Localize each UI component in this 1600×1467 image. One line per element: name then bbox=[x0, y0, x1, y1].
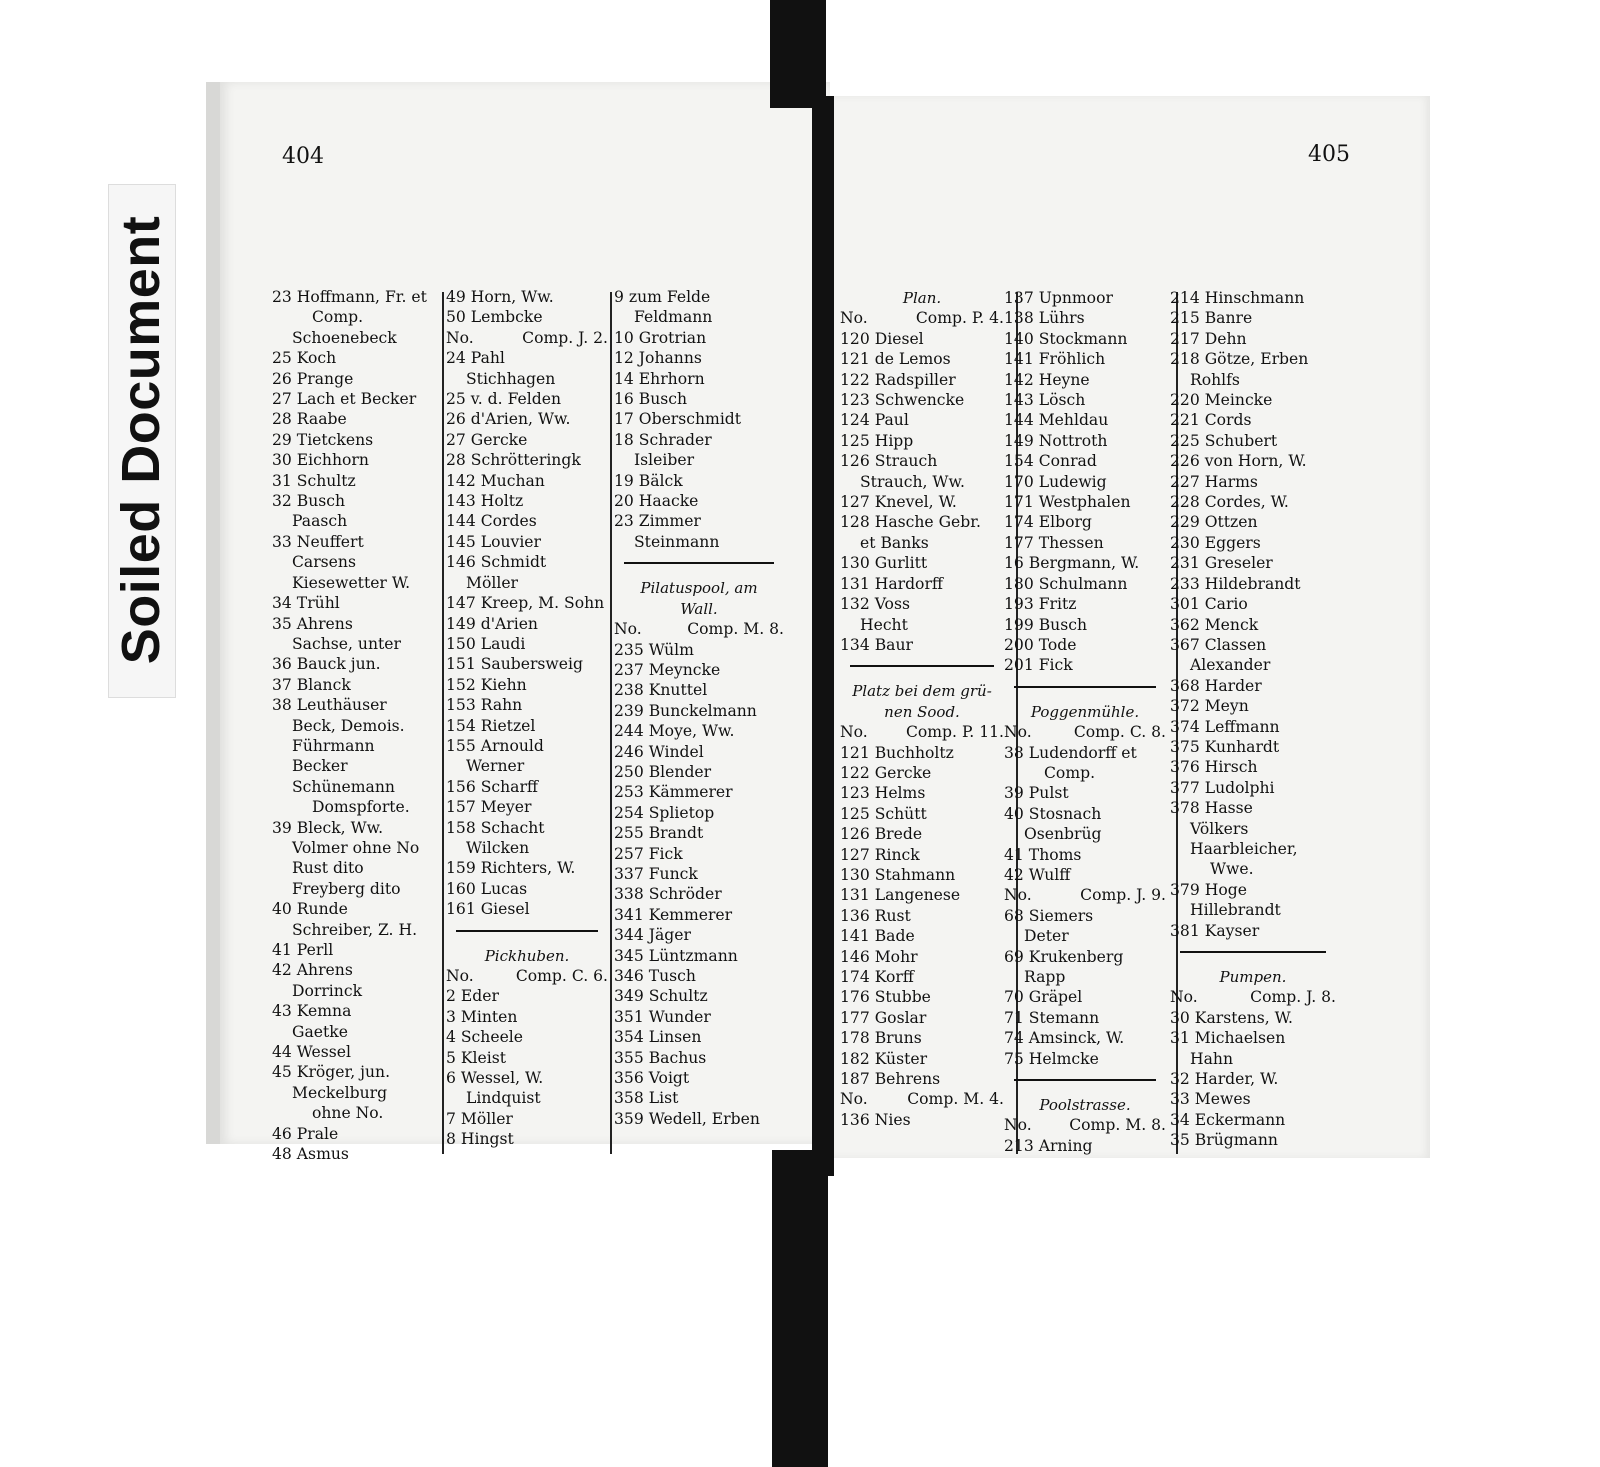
directory-entry: 23 Hoffmann, Fr. et bbox=[272, 288, 427, 306]
directory-entry: 141 Fröhlich bbox=[1004, 350, 1106, 369]
directory-entry: Hillebrandt bbox=[1190, 901, 1281, 920]
directory-entry: 39 Pulst bbox=[1004, 784, 1069, 803]
directory-entry: 368 Harder bbox=[1170, 676, 1262, 695]
directory-entry: 74 Amsinck, W. bbox=[1004, 1029, 1125, 1048]
section-heading: Plan. bbox=[902, 289, 942, 307]
directory-entry: Rust dito bbox=[292, 859, 364, 878]
directory-entry: 337 Funck bbox=[614, 864, 698, 883]
directory-entry: 229 Ottzen bbox=[1170, 513, 1258, 532]
directory-entry: 359 Wedell, Erben bbox=[614, 1109, 760, 1128]
directory-entry: 351 Wunder bbox=[614, 1007, 711, 1026]
directory-entry: 123 Schwencke bbox=[840, 391, 965, 410]
directory-entry: 238 Knuttel bbox=[614, 681, 708, 700]
directory-entry: 48 Asmus bbox=[272, 1145, 349, 1164]
directory-entry: 23 Zimmer bbox=[614, 512, 701, 531]
directory-entry: 34 Eckermann bbox=[1170, 1110, 1286, 1129]
company-header bbox=[1170, 987, 1336, 1007]
number-label: No. bbox=[446, 328, 474, 347]
directory-entry: 2 Eder bbox=[446, 987, 499, 1006]
directory-entry: 33 Neuffert bbox=[272, 532, 364, 551]
directory-entry: 38 Ludendorff et bbox=[1004, 743, 1137, 762]
directory-entry: 35 Ahrens bbox=[272, 614, 353, 633]
directory-entry: Dorrinck bbox=[292, 981, 363, 1000]
directory-entry: 151 Saubersweig bbox=[446, 655, 583, 674]
directory-entry: Rapp bbox=[1024, 968, 1066, 986]
number-label: No. bbox=[840, 1090, 868, 1109]
directory-entry: 131 Langenese bbox=[840, 886, 961, 905]
section-rule bbox=[1180, 951, 1326, 953]
directory-entry: 14 Ehrhorn bbox=[614, 369, 705, 388]
directory-entry: 338 Schröder bbox=[614, 885, 722, 904]
directory-entry: 27 Gercke bbox=[446, 430, 528, 449]
number-label: No. bbox=[614, 620, 642, 639]
number-label: No. bbox=[840, 309, 868, 328]
directory-entry: Sachse, unter bbox=[292, 634, 401, 653]
column-divider bbox=[442, 292, 444, 1154]
directory-entry: 3 Minten bbox=[446, 1007, 518, 1026]
directory-entry: 146 Mohr bbox=[840, 947, 918, 966]
directory-entry: Isleiber bbox=[634, 451, 695, 470]
directory-entry: 142 Muchan bbox=[446, 471, 545, 490]
directory-entry: 346 Tusch bbox=[614, 967, 696, 985]
directory-entry: 158 Schacht bbox=[446, 818, 545, 837]
directory-entry: 35 Brügmann bbox=[1170, 1131, 1278, 1150]
directory-entry: Steinmann bbox=[634, 532, 720, 551]
directory-entry: 127 Knevel, W. bbox=[840, 493, 957, 512]
directory-entry: 26 d'Arien, Ww. bbox=[446, 410, 571, 429]
company-label: Comp. J. 8. bbox=[1250, 988, 1336, 1007]
number-label: No. bbox=[1004, 886, 1032, 905]
left-column-3 bbox=[614, 287, 784, 1129]
directory-entry: 217 Dehn bbox=[1170, 329, 1247, 348]
directory-entry: 8 Hingst bbox=[446, 1130, 514, 1149]
directory-entry: 37 Blanck bbox=[272, 675, 351, 694]
directory-entry: 155 Arnould bbox=[446, 736, 544, 755]
directory-entry: 44 Wessel bbox=[272, 1043, 352, 1062]
number-label: No. bbox=[840, 723, 868, 742]
directory-entry: 121 de Lemos bbox=[840, 350, 951, 369]
company-label: Comp. M. 8. bbox=[687, 620, 784, 639]
directory-entry: 374 Leffmann bbox=[1170, 717, 1280, 736]
directory-entry: 34 Trühl bbox=[272, 594, 340, 613]
directory-entry: 130 Gurlitt bbox=[840, 554, 928, 573]
directory-entry: 250 Blender bbox=[614, 762, 712, 781]
directory-entry: 140 Stockmann bbox=[1004, 329, 1128, 348]
directory-entry: 170 Ludewig bbox=[1004, 472, 1107, 491]
directory-entry: 178 Bruns bbox=[840, 1029, 922, 1048]
directory-entry: 39 Bleck, Ww. bbox=[272, 818, 384, 837]
directory-entry: 25 v. d. Felden bbox=[446, 390, 562, 409]
directory-entry: 132 Voss bbox=[840, 595, 910, 614]
directory-entry: Meckelburg bbox=[292, 1083, 388, 1102]
directory-entry: 246 Windel bbox=[614, 742, 704, 761]
directory-entry: 171 Westphalen bbox=[1004, 493, 1131, 512]
section-heading: Pilatuspool, am bbox=[640, 579, 758, 598]
company-label: Comp. P. 4. bbox=[915, 309, 1004, 328]
section-rule bbox=[850, 665, 994, 667]
directory-entry: 125 Schütt bbox=[840, 804, 927, 823]
company-label: Comp. J. 2. bbox=[522, 328, 608, 347]
directory-entry: 379 Hoge bbox=[1170, 880, 1247, 899]
section-heading: Wall. bbox=[680, 599, 718, 618]
directory-entry: 26 Prange bbox=[272, 369, 354, 388]
right-page bbox=[834, 96, 1430, 1158]
page-number-left: 404 bbox=[282, 144, 324, 169]
section-heading: Poggenmühle. bbox=[1030, 702, 1140, 721]
directory-entry: 378 Hasse bbox=[1170, 799, 1253, 818]
directory-entry: 40 Runde bbox=[272, 900, 348, 919]
company-header bbox=[1004, 885, 1166, 905]
directory-entry: 367 Classen bbox=[1170, 635, 1267, 654]
directory-entry: Freyberg dito bbox=[292, 879, 401, 898]
directory-entry: 349 Schultz bbox=[614, 987, 708, 1006]
directory-entry: 174 Korff bbox=[840, 968, 914, 986]
directory-entry: 159 Richters, W. bbox=[446, 859, 576, 878]
directory-entry: 228 Cordes, W. bbox=[1170, 493, 1289, 512]
directory-entry: 20 Haacke bbox=[614, 492, 699, 511]
directory-entry: 257 Fick bbox=[614, 844, 683, 863]
directory-entry: 154 Rietzel bbox=[446, 716, 536, 735]
directory-entry: 126 Brede bbox=[840, 825, 923, 844]
section-heading: nen Sood. bbox=[884, 702, 960, 721]
directory-entry: 134 Baur bbox=[840, 635, 913, 654]
directory-entry: 5 Kleist bbox=[446, 1048, 506, 1067]
directory-entry: Alexander bbox=[1190, 656, 1271, 675]
directory-entry: 150 Laudi bbox=[446, 634, 526, 653]
directory-entry: 38 Leuthäuser bbox=[272, 696, 387, 715]
directory-entry: 145 Louvier bbox=[446, 532, 541, 551]
directory-entry: Möller bbox=[466, 573, 519, 592]
section-heading: Pickhuben. bbox=[484, 946, 570, 965]
directory-entry: Osenbrüg bbox=[1024, 825, 1102, 844]
directory-entry: 176 Stubbe bbox=[840, 988, 931, 1007]
directory-entry: Carsens bbox=[292, 553, 356, 572]
column-divider bbox=[610, 292, 612, 1154]
directory-entry: 29 Tietckens bbox=[272, 430, 374, 449]
directory-entry: 16 Bergmann, W. bbox=[1004, 554, 1140, 573]
directory-entry: 254 Splietop bbox=[614, 803, 715, 822]
directory-entry: 131 Hardorff bbox=[840, 574, 943, 593]
directory-entry: 70 Gräpel bbox=[1004, 988, 1083, 1007]
stamp-label: Soiled Document bbox=[111, 215, 171, 665]
section-heading: Poolstrasse. bbox=[1039, 1096, 1131, 1115]
directory-entry: 221 Cords bbox=[1170, 411, 1252, 430]
directory-entry: 149 Nottroth bbox=[1004, 431, 1108, 450]
directory-entry: Strauch, Ww. bbox=[860, 472, 965, 491]
directory-entry: 180 Schulmann bbox=[1004, 574, 1128, 593]
directory-entry: 161 Giesel bbox=[446, 900, 530, 919]
directory-entry: 43 Kemna bbox=[272, 1002, 352, 1021]
directory-entry: 157 Meyer bbox=[446, 798, 532, 817]
directory-entry: 122 Gercke bbox=[840, 763, 932, 782]
directory-entry: 174 Elborg bbox=[1004, 513, 1092, 532]
number-label: No. bbox=[1004, 1116, 1032, 1135]
directory-entry: Schünemann bbox=[292, 777, 395, 796]
directory-entry: 18 Schrader bbox=[614, 430, 712, 449]
directory-entry: 301 Cario bbox=[1170, 595, 1248, 614]
directory-entry: 136 Nies bbox=[840, 1110, 911, 1129]
directory-entry: 9 zum Felde bbox=[614, 288, 711, 306]
company-label: Comp. J. 9. bbox=[1080, 886, 1166, 905]
number-label: No. bbox=[1004, 723, 1032, 742]
directory-entry: 253 Kämmerer bbox=[614, 783, 733, 802]
directory-entry: 6 Wessel, W. bbox=[446, 1069, 544, 1088]
company-label: Comp. C. 6. bbox=[515, 967, 608, 985]
directory-entry: 127 Rinck bbox=[840, 845, 920, 864]
directory-entry: 32 Busch bbox=[272, 492, 346, 511]
binding-strip-top bbox=[770, 0, 826, 108]
section-rule bbox=[1014, 686, 1156, 688]
directory-entry: 41 Perll bbox=[272, 941, 334, 959]
directory-entry: 4 Scheele bbox=[446, 1028, 524, 1047]
directory-entry: 49 Horn, Ww. bbox=[446, 288, 554, 306]
directory-entry: 40 Stosnach bbox=[1004, 804, 1102, 823]
left-column-1 bbox=[272, 287, 442, 1164]
directory-entry: 12 Johanns bbox=[614, 349, 702, 368]
directory-entry: 213 Arning bbox=[1004, 1136, 1093, 1155]
directory-entry: 126 Strauch bbox=[840, 452, 938, 471]
directory-entry: 30 Karstens, W. bbox=[1170, 1008, 1293, 1027]
directory-entry: 381 Kayser bbox=[1170, 921, 1260, 940]
directory-entry: Rohlfs bbox=[1190, 370, 1240, 389]
directory-entry: 354 Linsen bbox=[614, 1028, 702, 1047]
directory-entry: 137 Upnmoor bbox=[1004, 289, 1113, 307]
directory-entry: 362 Menck bbox=[1170, 615, 1259, 634]
number-label: No. bbox=[446, 967, 474, 985]
directory-entry: 28 Raabe bbox=[272, 410, 347, 429]
directory-entry: 156 Scharff bbox=[446, 777, 539, 796]
directory-entry: Deter bbox=[1024, 927, 1069, 946]
directory-entry: 143 Lösch bbox=[1004, 391, 1086, 410]
directory-entry: 341 Kemmerer bbox=[614, 905, 733, 924]
company-label: Comp. M. 4. bbox=[907, 1090, 1004, 1109]
directory-entry: 187 Behrens bbox=[840, 1070, 941, 1089]
directory-entry: 138 Lührs bbox=[1004, 309, 1085, 328]
directory-entry: 358 List bbox=[614, 1089, 679, 1108]
directory-entry: 226 von Horn, W. bbox=[1170, 452, 1307, 471]
directory-entry: 220 Meincke bbox=[1170, 391, 1273, 410]
section-heading: Platz bei dem grü- bbox=[852, 682, 992, 701]
directory-entry: 143 Holtz bbox=[446, 492, 524, 511]
directory-entry: 122 Radspiller bbox=[840, 370, 956, 389]
directory-entry: 31 Michaelsen bbox=[1170, 1029, 1286, 1048]
directory-entry: Lindquist bbox=[466, 1089, 541, 1108]
directory-entry: Haarbleicher, bbox=[1190, 839, 1298, 858]
directory-entry: 153 Rahn bbox=[446, 696, 523, 715]
directory-entry: 218 Götze, Erben bbox=[1170, 350, 1309, 369]
directory-entry: Schoenebeck bbox=[292, 328, 397, 347]
directory-entry: 345 Lüntzmann bbox=[614, 946, 738, 965]
directory-entry: Domspforte. bbox=[312, 798, 410, 817]
directory-entry: Völkers bbox=[1190, 819, 1249, 838]
directory-entry: 123 Helms bbox=[840, 784, 926, 803]
directory-entry: 200 Tode bbox=[1004, 635, 1077, 654]
book-spine bbox=[812, 96, 834, 1176]
directory-entry: Hahn bbox=[1190, 1049, 1233, 1068]
directory-entry: 225 Schubert bbox=[1170, 431, 1278, 450]
directory-entry: Volmer ohne No bbox=[292, 838, 420, 857]
directory-entry: 255 Brandt bbox=[614, 824, 704, 843]
directory-entry: 201 Fick bbox=[1004, 656, 1073, 675]
directory-entry: Kiesewetter W. bbox=[292, 573, 411, 592]
directory-entry: 235 Wülm bbox=[614, 640, 694, 659]
directory-entry: ohne No. bbox=[312, 1104, 384, 1123]
directory-entry: 227 Harms bbox=[1170, 472, 1258, 491]
directory-entry: 344 Jäger bbox=[614, 926, 691, 945]
directory-entry: 144 Cordes bbox=[446, 512, 537, 531]
company-header bbox=[446, 966, 608, 986]
directory-entry: et Banks bbox=[860, 533, 929, 552]
directory-entry: Wilcken bbox=[466, 838, 530, 857]
directory-entry: 36 Bauck jun. bbox=[272, 655, 381, 674]
directory-entry: 46 Prale bbox=[272, 1124, 339, 1143]
directory-entry: 177 Thessen bbox=[1004, 533, 1104, 552]
directory-entry: Beck, Demois. bbox=[292, 716, 405, 735]
company-header bbox=[446, 328, 608, 348]
directory-entry: 152 Kiehn bbox=[446, 675, 527, 694]
directory-entry: 154 Conrad bbox=[1004, 452, 1097, 471]
directory-entry: Feldmann bbox=[634, 308, 713, 327]
directory-entry: 244 Moye, Ww. bbox=[614, 722, 735, 741]
directory-entry: 193 Fritz bbox=[1004, 595, 1077, 614]
directory-entry: 30 Eichhorn bbox=[272, 451, 369, 470]
directory-entry: 68 Siemers bbox=[1004, 906, 1094, 925]
directory-entry: 182 Küster bbox=[840, 1049, 928, 1068]
directory-entry: 377 Ludolphi bbox=[1170, 778, 1275, 797]
directory-entry: 42 Wulff bbox=[1004, 865, 1071, 884]
section-rule bbox=[1014, 1079, 1156, 1081]
directory-entry: 144 Mehldau bbox=[1004, 411, 1109, 430]
company-header bbox=[1004, 1115, 1166, 1135]
right-column-2 bbox=[1004, 288, 1166, 1156]
directory-entry: 28 Schrötteringk bbox=[446, 451, 581, 470]
company-label: Comp. P. 11. bbox=[905, 723, 1004, 742]
directory-entry: 124 Paul bbox=[840, 411, 909, 430]
directory-entry: 142 Heyne bbox=[1004, 370, 1090, 389]
directory-entry: 7 Möller bbox=[446, 1109, 513, 1128]
page-number-right: 405 bbox=[1308, 142, 1350, 167]
company-header bbox=[840, 1089, 1004, 1109]
directory-entry: Becker bbox=[292, 757, 348, 776]
section-rule bbox=[624, 562, 774, 564]
section-rule bbox=[456, 930, 598, 932]
directory-entry: 10 Grotrian bbox=[614, 328, 707, 347]
company-label: Comp. C. 8. bbox=[1073, 723, 1166, 742]
directory-entry: 199 Busch bbox=[1004, 615, 1088, 634]
directory-entry: 45 Kröger, jun. bbox=[272, 1063, 391, 1082]
directory-entry: 69 Krukenberg bbox=[1004, 947, 1124, 966]
right-column-1 bbox=[840, 288, 1004, 1130]
directory-entry: 215 Banre bbox=[1170, 309, 1253, 328]
directory-entry: Führmann bbox=[292, 736, 375, 755]
directory-entry: 27 Lach et Becker bbox=[272, 390, 417, 409]
binding-strip-bottom bbox=[772, 1150, 828, 1467]
directory-entry: Comp. bbox=[1044, 763, 1096, 782]
directory-entry: 130 Stahmann bbox=[840, 865, 956, 884]
directory-entry: 32 Harder, W. bbox=[1170, 1070, 1279, 1089]
directory-entry: 128 Hasche Gebr. bbox=[840, 513, 981, 532]
directory-entry: 19 Bälck bbox=[614, 471, 683, 490]
directory-entry: 177 Goslar bbox=[840, 1008, 927, 1027]
directory-entry: 75 Helmcke bbox=[1004, 1049, 1099, 1068]
directory-entry: Werner bbox=[466, 757, 525, 776]
directory-entry: 33 Mewes bbox=[1170, 1090, 1251, 1109]
directory-entry: 31 Schultz bbox=[272, 471, 356, 490]
directory-entry: 121 Buchholtz bbox=[840, 743, 954, 762]
directory-entry: 355 Bachus bbox=[614, 1048, 707, 1067]
number-label: No. bbox=[1170, 988, 1198, 1007]
directory-entry: 42 Ahrens bbox=[272, 961, 353, 980]
directory-entry: 233 Hildebrandt bbox=[1170, 574, 1301, 593]
directory-entry: 375 Kunhardt bbox=[1170, 737, 1280, 756]
directory-entry: 16 Busch bbox=[614, 390, 688, 409]
company-header bbox=[840, 722, 1004, 742]
directory-entry: 125 Hipp bbox=[840, 431, 914, 450]
directory-entry: Schreiber, Z. H. bbox=[292, 920, 418, 939]
right-column-3 bbox=[1170, 288, 1336, 1151]
directory-entry: 17 Oberschmidt bbox=[614, 410, 742, 429]
directory-entry: Comp. bbox=[312, 308, 364, 327]
directory-entry: 231 Greseler bbox=[1170, 554, 1273, 573]
directory-entry: 214 Hinschmann bbox=[1170, 289, 1305, 307]
directory-entry: Hecht bbox=[860, 615, 908, 634]
left-column-2 bbox=[446, 287, 608, 1150]
directory-entry: 356 Voigt bbox=[614, 1069, 690, 1088]
company-header bbox=[614, 619, 784, 639]
directory-entry: 71 Stemann bbox=[1004, 1008, 1100, 1027]
company-header bbox=[840, 308, 1004, 328]
directory-entry: 160 Lucas bbox=[446, 879, 528, 898]
directory-entry: 141 Bade bbox=[840, 927, 915, 946]
directory-entry: 41 Thoms bbox=[1004, 845, 1082, 864]
directory-entry: 149 d'Arien bbox=[446, 614, 538, 633]
directory-entry: 50 Lembcke bbox=[446, 308, 543, 327]
directory-entry: 120 Diesel bbox=[840, 329, 924, 348]
directory-entry: Wwe. bbox=[1210, 860, 1254, 879]
left-page bbox=[206, 82, 830, 1164]
directory-entry: 237 Meyncke bbox=[614, 660, 721, 679]
directory-entry: 147 Kreep, M. Sohn bbox=[446, 594, 605, 613]
directory-entry: 239 Bunckelmann bbox=[614, 701, 757, 720]
company-header bbox=[1004, 722, 1166, 742]
directory-entry: 24 Pahl bbox=[446, 349, 505, 368]
directory-entry: 230 Eggers bbox=[1170, 533, 1261, 552]
directory-entry: 372 Meyn bbox=[1170, 697, 1249, 716]
directory-entry: 25 Koch bbox=[272, 349, 337, 368]
directory-entry: 146 Schmidt bbox=[446, 553, 547, 572]
section-heading: Pumpen. bbox=[1219, 968, 1287, 986]
company-label: Comp. M. 8. bbox=[1069, 1116, 1166, 1135]
directory-entry: Gaetke bbox=[292, 1022, 348, 1041]
directory-entry: 376 Hirsch bbox=[1170, 758, 1258, 777]
directory-entry: Paasch bbox=[292, 512, 348, 531]
directory-entry: 136 Rust bbox=[840, 906, 911, 925]
directory-entry: Stichhagen bbox=[466, 369, 556, 388]
